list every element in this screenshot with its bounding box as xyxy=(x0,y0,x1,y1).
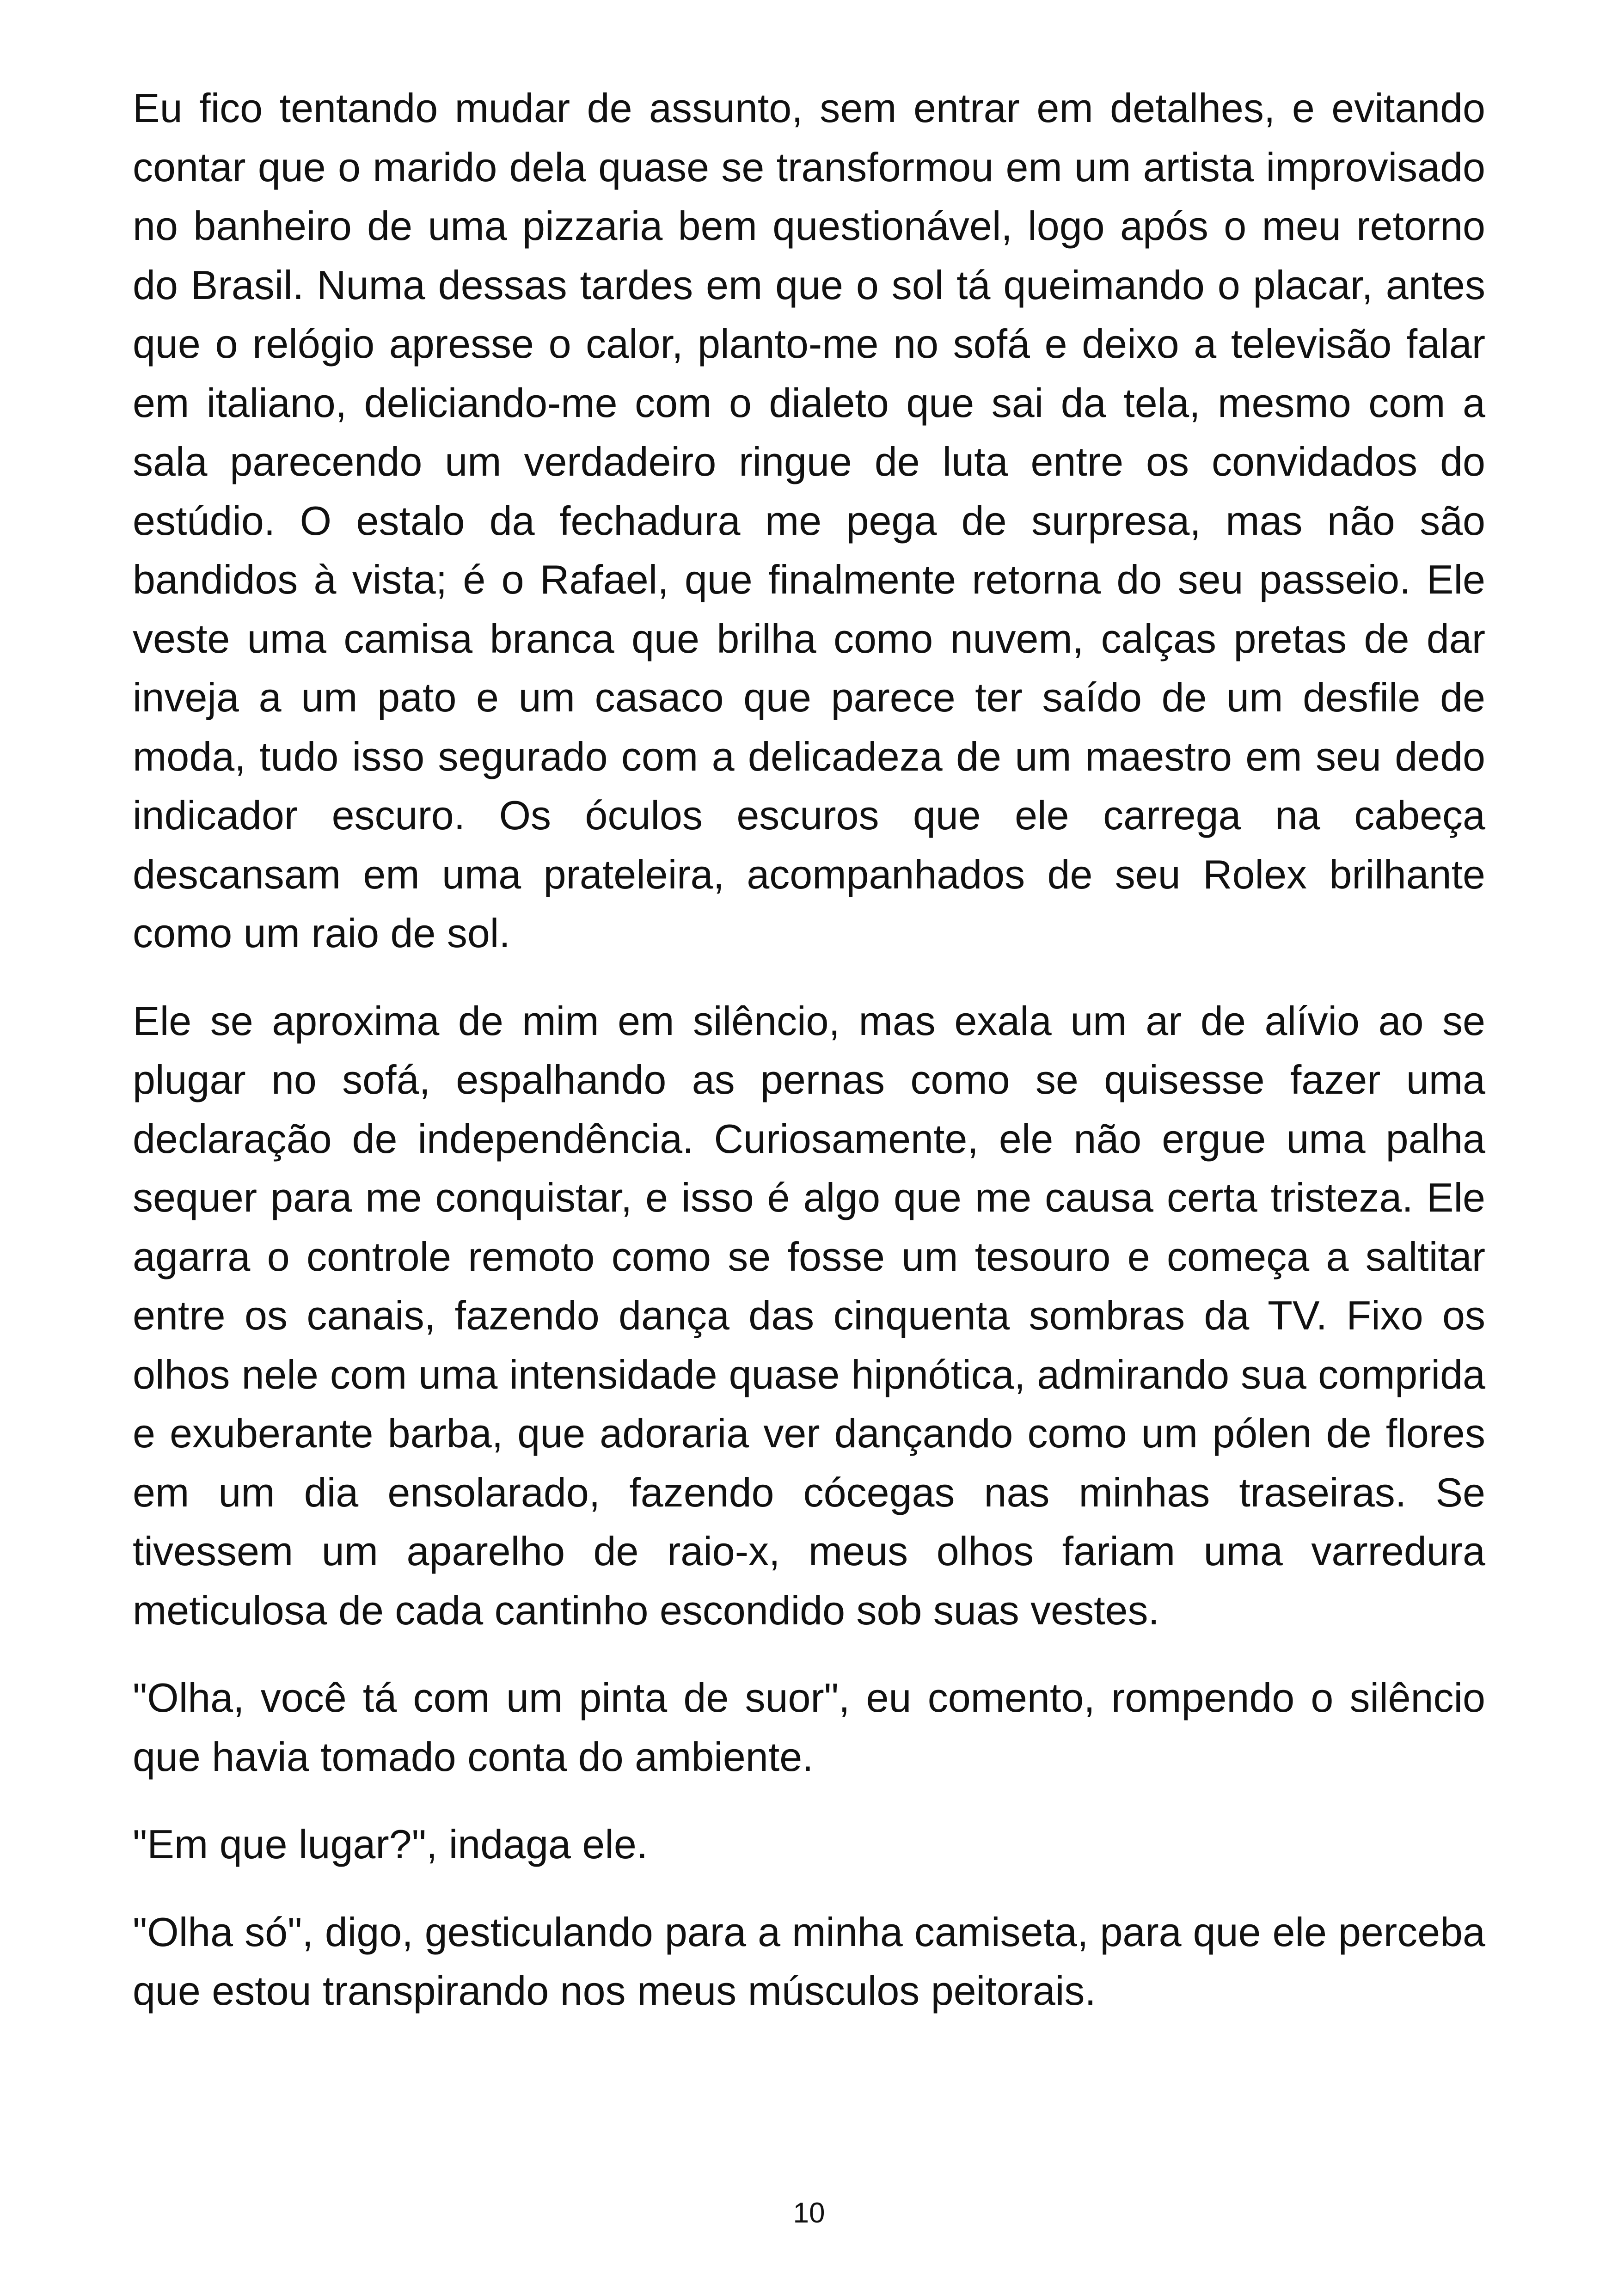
paragraph: "Olha só", digo, gesticulando para a minha camiseta, para que ele perceba que estou transpirando nos meus músculos peitorais. xyxy=(133,1909,1485,2014)
paragraph: "Olha, você tá com um pinta de suor", eu comento, rompendo o silêncio que havia tomado conta do ambiente. xyxy=(133,1675,1485,1780)
paragraph: Eu fico tentando mudar de assunto, sem entrar em detalhes, e evitando contar que o marido dela quase se transformou em um artista improvisado no banheiro de uma pizzaria bem questionável, logo após o meu retorno do Brasil. Numa dessas tardes em que o sol tá queimando o placar, antes que o relógio apresse o calor, planto-me no sofá e deixo a televisão falar em italiano, deliciando-me com o dialeto que sai da tela, mesmo com a sala parecendo um verdadeiro ringue de luta entre os convidados do estúdio. O estalo da fechadura me pega de surpresa, mas não são bandidos à vista; é o Rafael, que finalmente retorna do seu passeio. Ele veste uma camisa branca que brilha como nuvem, calças pretas de dar inveja a um pato e um casaco que parece ter saído de um desfile de moda, tudo isso segurado com a delicadeza de um maestro em seu dedo indicador escuro. Os óculos escuros que ele carrega na cabeça descansam em uma prateleira, acompanhados de seu Rolex brilhante como um raio de sol. xyxy=(133,85,1485,956)
paragraph: "Em que lugar?", indaga ele. xyxy=(133,1821,648,1867)
body-text xyxy=(133,79,1485,2020)
paragraph: Ele se aproxima de mim em silêncio, mas exala um ar de alívio ao se plugar no sofá, espalhando as pernas como se quisesse fazer uma declaração de independência. Curiosamente, ele não ergue uma palha sequer para me conquistar, e isso é algo que me causa certa tristeza. Ele agarra o controle remoto como se fosse um tesouro e começa a saltitar entre os canais, fazendo dança das cinquenta sombras da TV. Fixo os olhos nele com uma intensidade quase hipnótica, admirando sua comprida e exuberante barba, que adoraria ver dançando como um pólen de flores em um dia ensolarado, fazendo cócegas nas minhas traseiras. Se tivessem um aparelho de raio-x, meus olhos fariam uma varredura meticulosa de cada cantinho escondido sob suas vestes. xyxy=(133,998,1485,1633)
page-number: 10 xyxy=(793,2197,825,2229)
